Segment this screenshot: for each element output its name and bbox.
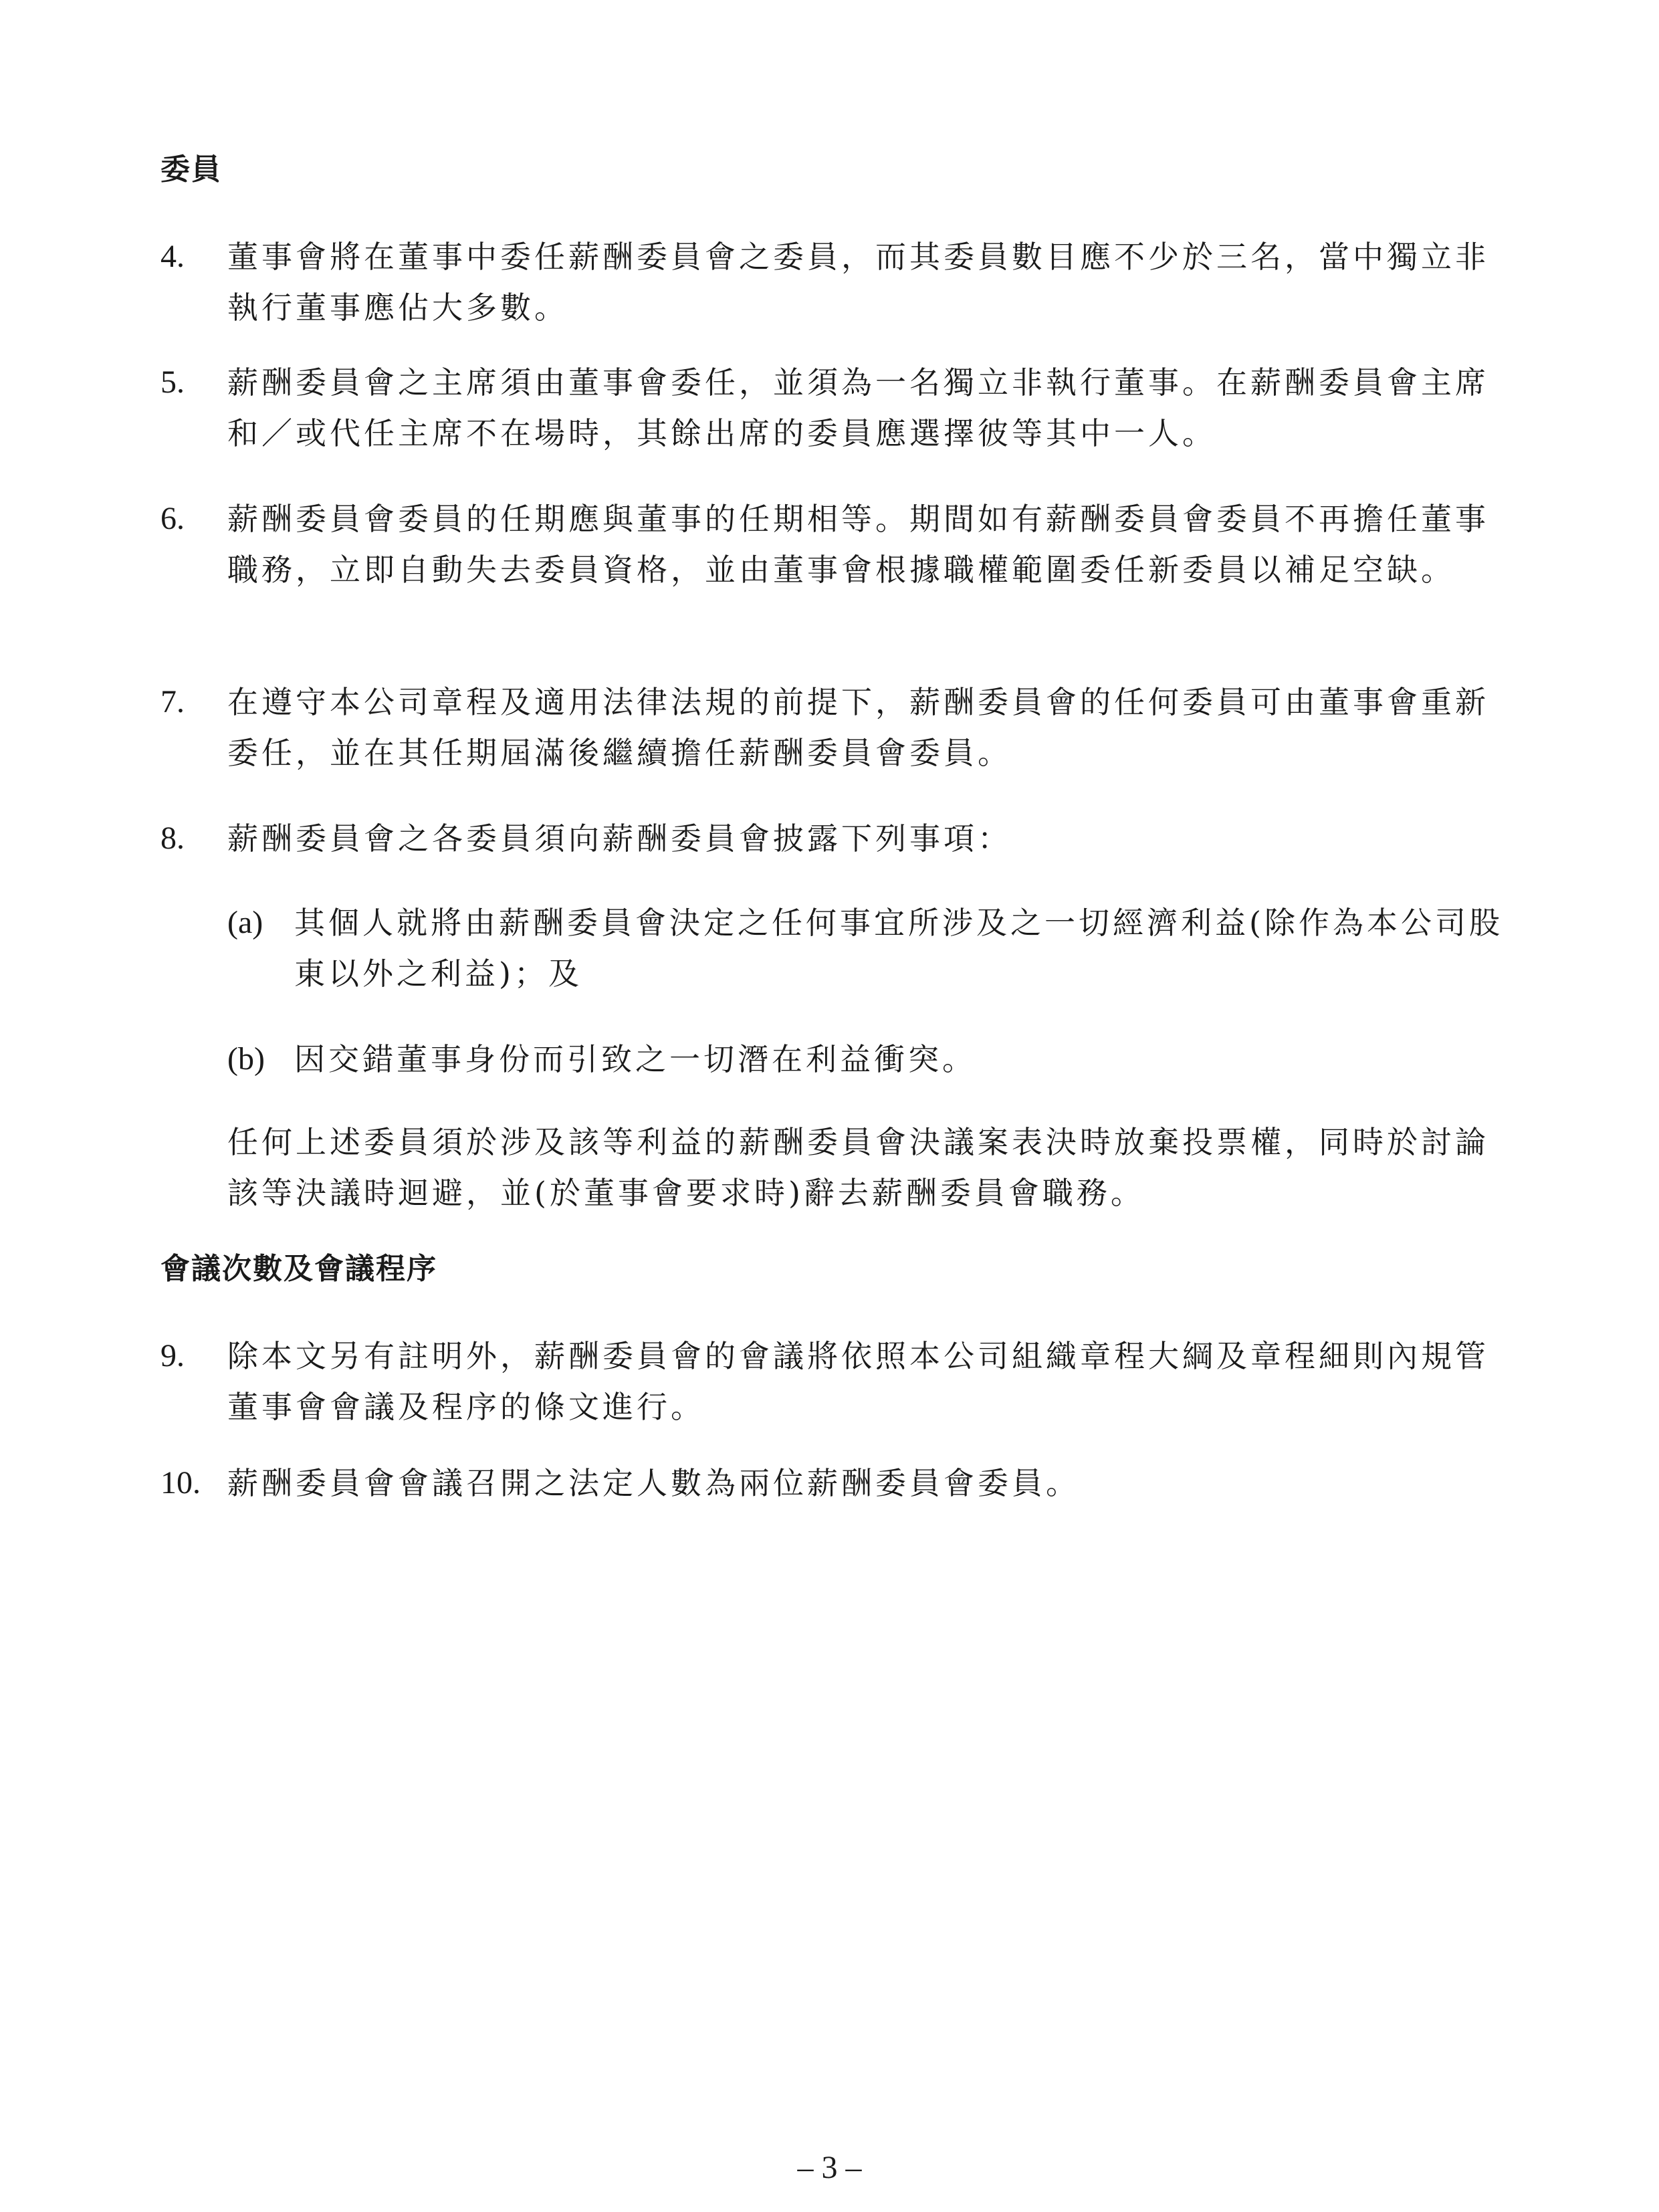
clause-6: [160, 493, 1505, 595]
section-heading-members: 委員: [160, 152, 222, 187]
clause-text: 薪酬委員會之各委員須向薪酬委員會披露下列事項：: [227, 820, 1012, 857]
clause-number: 6.: [160, 501, 185, 536]
sub-item-text: 其個人就將由薪酬委員會決定之任何事宜所涉及之一切經濟利益(除作為本公司股東以外之利益)；及: [294, 905, 1503, 992]
clause-number: 10.: [160, 1465, 201, 1501]
sub-item-label: (a): [227, 905, 263, 940]
clause-10: [160, 1458, 1505, 1509]
clause-5: [160, 357, 1505, 459]
clause-text: 薪酬委員會之主席須由董事會委任，並須為一名獨立非執行董事。在薪酬委員會主席和／或代任主席不在場時，其餘出席的委員應選擇彼等其中一人。: [227, 364, 1489, 451]
clause-text: 薪酬委員會會議召開之法定人數為兩位薪酬委員會委員。: [227, 1465, 1080, 1501]
clause-number: 8.: [160, 820, 185, 856]
sub-item-text: 因交錯董事身份而引致之一切潛在利益衝突。: [294, 1041, 976, 1077]
clause-8-closing-paragraph: 任何上述委員須於涉及該等利益的薪酬委員會決議案表決時放棄投票權，同時於討論該等決議時迴避，並(於董事會要求時)辭去薪酬委員會職務。: [227, 1124, 1489, 1211]
clause-number: 9.: [160, 1338, 185, 1373]
section-heading-meetings: 會議次數及會議程序: [160, 1252, 437, 1286]
clause-number: 5.: [160, 364, 185, 400]
clause-7: [160, 677, 1505, 778]
clause-number: 7.: [160, 684, 185, 720]
clause-8: [160, 813, 1505, 864]
page-number: – 3 –: [797, 2150, 862, 2185]
clause-8-sub-a: [227, 897, 1505, 999]
clause-number: 4.: [160, 239, 185, 274]
clause-9: [160, 1331, 1505, 1432]
clause-text: 薪酬委員會委員的任期應與董事的任期相等。期間如有薪酬委員會委員不再擔任董事職務，立即自動失去委員資格，並由董事會根據職權範圍委任新委員以補足空缺。: [227, 501, 1489, 588]
sub-item-label: (b): [227, 1041, 265, 1077]
clause-text: 除本文另有註明外，薪酬委員會的會議將依照本公司組織章程大綱及章程細則內規管董事會會議及程序的條文進行。: [227, 1338, 1489, 1425]
clause-text: 董事會將在董事中委任薪酬委員會之委員，而其委員數目應不少於三名，當中獨立非執行董事應佔大多數。: [227, 239, 1489, 326]
clause-4: [160, 231, 1505, 333]
clause-text: 在遵守本公司章程及適用法律法規的前提下，薪酬委員會的任何委員可由董事會重新委任，並在其任期屆滿後繼續擔任薪酬委員會委員。: [227, 684, 1489, 771]
clause-8-sub-b: [227, 1034, 1505, 1085]
